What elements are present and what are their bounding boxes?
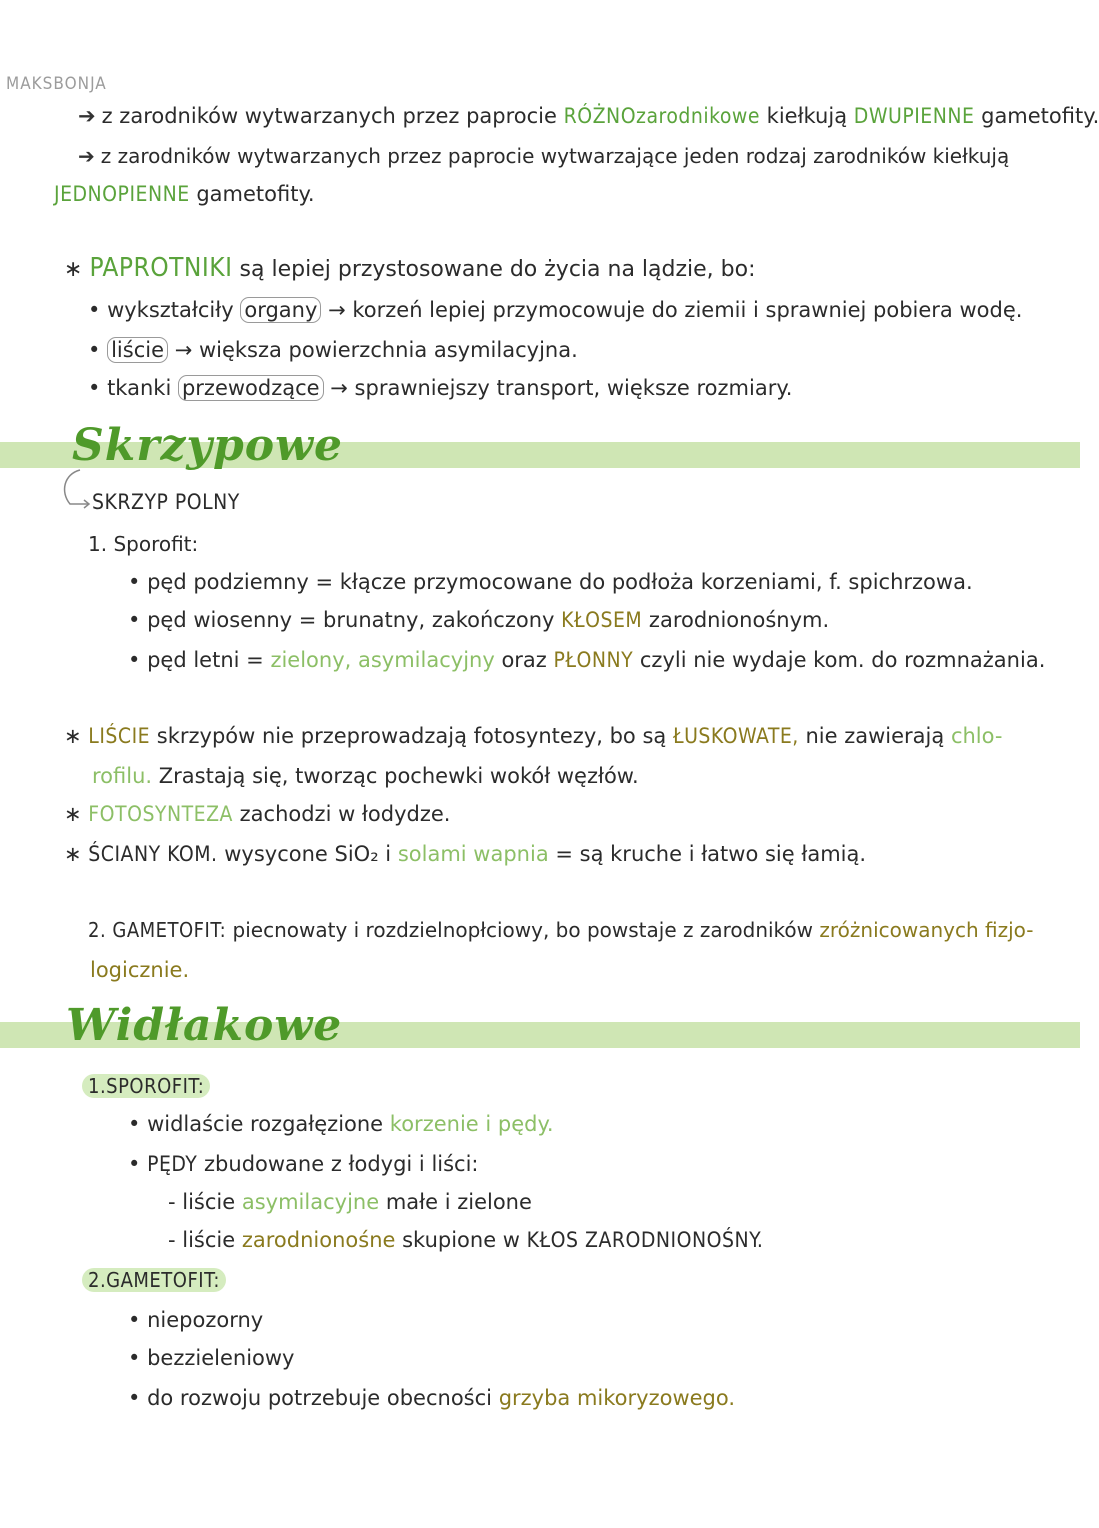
highlighted-label: 1.SPOROFIT: — [82, 1074, 210, 1098]
text: skrzypów nie przeprowadzają fotosyntezy, bo są — [156, 724, 667, 748]
term: ŚCIANY KOM. — [88, 842, 218, 866]
sporofit-item-3 — [128, 646, 1045, 674]
paprotniki-heading — [64, 254, 756, 284]
boxed-term: organy — [240, 297, 321, 323]
term: LIŚCIE — [88, 724, 151, 748]
paprotniki-bullet-3 — [88, 374, 792, 402]
text: zachodzi w łodydze. — [239, 802, 451, 826]
text: z zarodników wytwarzanych przez paprocie — [101, 104, 557, 128]
text: pęd wiosenny = brunatny, zakończony — [147, 608, 555, 632]
term: asymilacyjne — [241, 1190, 380, 1214]
note-photosynthesis — [64, 800, 450, 828]
asterisk-icon: ∗ — [64, 842, 82, 866]
text: do rozwoju potrzebuje obecności — [147, 1386, 492, 1410]
text: pęd podziemny = kłącze przymocowane do podłoża korzeniami, f. spichrzowa. — [147, 570, 973, 594]
bullet-icon: • — [88, 338, 101, 362]
text: oraz — [501, 648, 547, 672]
bullet-icon: • — [128, 1152, 141, 1176]
term: PŁONNY — [553, 648, 634, 672]
gametofit-line-cont — [90, 956, 189, 984]
bullet-icon: • — [128, 608, 141, 632]
boxed-term: przewodzące — [178, 375, 324, 401]
text: → sprawniejszy transport, większe rozmiary. — [330, 376, 793, 400]
sporofit-item-2 — [128, 606, 829, 634]
sporofit-label — [82, 1072, 210, 1100]
widlak-gametofit-item-3 — [128, 1384, 735, 1412]
text: = są kruche i łatwo się łamią. — [555, 842, 867, 866]
widlak-sporofit-item-2 — [128, 1150, 479, 1178]
text: bezzieleniowy — [147, 1346, 295, 1370]
term: zielony, asymilacyjny — [270, 648, 495, 672]
term: ŁUSKOWATE, — [672, 724, 799, 748]
term: zarodnionośne — [241, 1228, 396, 1252]
text: piecnowaty i rozdzielnopłciowy, bo powstaje z zarodników — [232, 918, 814, 942]
asterisk-icon: ∗ — [64, 257, 83, 282]
term: PĘDY — [147, 1152, 198, 1176]
term: chlo- — [950, 724, 1003, 748]
text: są lepiej przystosowane do życia na lądzie, bo: — [239, 257, 756, 282]
term: JEDNOPIENNE — [54, 182, 190, 206]
text: - liście — [168, 1228, 236, 1252]
text: tkanki — [107, 376, 172, 400]
text: wykształciły — [107, 298, 234, 322]
text: niepozorny — [147, 1308, 264, 1332]
section-heading-skrzypowe: Skrzypowe — [72, 420, 343, 471]
highlighted-label: 2.GAMETOFIT: — [82, 1268, 226, 1292]
intro-line-2 — [78, 142, 1009, 170]
text: czyli nie wydaje kom. do rozmnażania. — [639, 648, 1046, 672]
bullet-icon: • — [128, 648, 141, 672]
text: nie zawierają — [805, 724, 945, 748]
text: → większa powierzchnia asymilacyjna. — [174, 338, 578, 362]
asterisk-icon: ∗ — [64, 724, 82, 748]
intro-line-1 — [78, 102, 1099, 130]
bullet-icon: • — [128, 1346, 141, 1370]
text: → korzeń lepiej przymocowuje do ziemii i sprawniej pobiera wodę. — [328, 298, 1023, 322]
bullet-icon: • — [128, 1386, 141, 1410]
arrow-right-icon: ➔ — [78, 144, 95, 168]
widlak-sporofit-subitem-2 — [168, 1226, 763, 1254]
paprotniki-bullet-2 — [88, 336, 578, 364]
arrow-right-icon: ➔ — [78, 104, 96, 128]
intro-line-3 — [54, 180, 315, 208]
term: zróżnicowanych fizjo- — [819, 918, 1034, 942]
term: solami wapnia — [397, 842, 549, 866]
bullet-icon: • — [128, 1112, 141, 1136]
text: skupione w — [402, 1228, 520, 1252]
term: DWUPIENNE — [853, 104, 975, 128]
text: pęd letni = — [147, 648, 264, 672]
text: widlaście rozgałęzione — [147, 1112, 384, 1136]
text: małe i zielone — [385, 1190, 532, 1214]
gametofit-line — [88, 916, 1034, 944]
text: wysycone SiO₂ i — [224, 842, 392, 866]
section-heading-widlakowe: Widłakowe — [66, 1000, 343, 1051]
widlak-sporofit-subitem-1 — [168, 1188, 532, 1216]
bullet-icon: • — [128, 570, 141, 594]
term: korzenie i pędy. — [389, 1112, 554, 1136]
text: zbudowane z łodygi i liści: — [204, 1152, 479, 1176]
text: z zarodników wytwarzanych przez paprocie wytwarzające jeden rodzaj zarodników kiełkują — [100, 144, 1010, 168]
text: zarodnionośnym. — [648, 608, 830, 632]
term: grzyba mikoryzowego. — [498, 1386, 736, 1410]
boxed-term: liście — [107, 337, 168, 363]
author-watermark: MAKSBONJA — [6, 74, 107, 94]
widlak-sporofit-item-1 — [128, 1110, 554, 1138]
term: KŁOSEM — [561, 608, 643, 632]
text: Zrastają się, tworząc pochewki wokół węzłów. — [158, 764, 639, 788]
term: PAPROTNIKI — [89, 253, 233, 283]
sporofit-item-1 — [128, 568, 973, 596]
asterisk-icon: ∗ — [64, 802, 82, 826]
bullet-icon: • — [88, 298, 101, 322]
sporofit-label: 1. Sporofit: — [88, 532, 199, 556]
text: - liście — [168, 1190, 236, 1214]
paprotniki-bullet-1 — [88, 296, 1022, 324]
text: kiełkują — [766, 104, 848, 128]
note-leaves-cont — [92, 762, 639, 790]
note-cell-walls — [64, 840, 866, 868]
widlak-gametofit-item-2 — [128, 1344, 294, 1372]
term: RÓŻNOzarodnikowe — [563, 104, 760, 128]
note-leaves — [64, 722, 1002, 750]
term: FOTOSYNTEZA — [88, 802, 233, 826]
text: gametofity. — [196, 182, 315, 206]
widlak-gametofit-item-1 — [128, 1306, 263, 1334]
bullet-icon: • — [128, 1308, 141, 1332]
term: KŁOS ZARODNIONOŚNY. — [526, 1228, 764, 1252]
term: rofilu. — [92, 764, 153, 788]
species-name: SKRZYP POLNY — [92, 490, 240, 514]
gametofit-label: 2. GAMETOFIT: — [88, 918, 227, 942]
gametofit-label — [82, 1266, 226, 1294]
bullet-icon: • — [88, 376, 101, 400]
text: gametofity. — [981, 104, 1099, 128]
term: logicznie. — [90, 958, 190, 982]
